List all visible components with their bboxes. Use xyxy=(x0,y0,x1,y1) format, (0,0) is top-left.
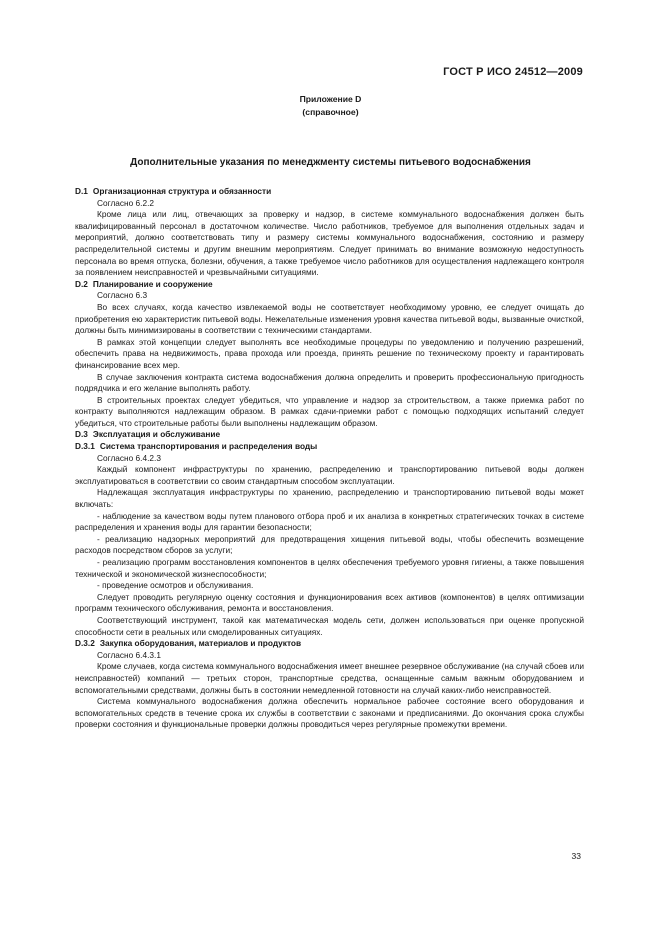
paragraph: Согласно 6.3 xyxy=(97,290,148,301)
section-heading-d3 xyxy=(75,429,584,441)
section-title: Система транспортирования и распределения воды xyxy=(99,441,318,452)
document-body xyxy=(75,186,584,731)
paragraph: Соответствующий инструмент, такой как математическая модель сети, должен использоваться при оценке пропускной способности сети в реальных или смоделированных ситуациях. xyxy=(75,614,584,637)
list-item: - наблюдение за качеством воды путем планового отбора проб и их анализа в конкретных стратегических точках в системе распределения и хранения воды для гарантии безопасности; xyxy=(75,510,584,533)
paragraph: Согласно 6.2.2 xyxy=(97,197,155,208)
list-item: - реализацию программ восстановления компонентов в целях обеспечения требуемого уровня гигиены, а также повышения технической и экономической жизнеспособности; xyxy=(75,557,584,579)
annex-label: Приложение D xyxy=(299,94,362,104)
paragraph: Надлежащая эксплуатация инфраструктуры по хранению, распределению и транспортированию питьевой воды может включать: xyxy=(75,487,584,510)
section-heading-d3-2 xyxy=(75,638,584,650)
paragraph: В рамках этой концепции следует выполнять все необходимые процедуры по уведомлению и получению разрешений, обеспечить права на недвижимость, права прохода или проезда, принять решение по техническому проекту и гарантировать финансирование всех мер. xyxy=(75,336,584,370)
paragraph: Следует проводить регулярную оценку состояния и функционирования всех активов (компонентов) в целях оптимизации программ технического обслуживания, ремонта и восстановления. xyxy=(75,591,584,614)
paragraph: В строительных проектах следует убедиться, что управление и надзор за строительством, а также приемка работ по контракту выполняются надлежащим образом. В рамках сдачи-приемки работ с помощью подходящих испытаний следует убедиться, что строительные работы были выполнены надлежащим образом. xyxy=(75,394,584,428)
section-heading-d1 xyxy=(75,186,584,198)
list-item: - проведение осмотров и обслуживания. xyxy=(97,580,254,591)
annex-label-block xyxy=(0,93,661,119)
section-title: Планирование и сооружение xyxy=(92,278,213,289)
list-item: - реализацию надзорных мероприятий для предотвращения хищения питьевой воды, чтобы обеспечить возмещение расходов посредством сборов за услуги; xyxy=(75,533,584,556)
paragraph: Согласно 6.4.3.1 xyxy=(97,649,161,660)
section-heading-d3-1 xyxy=(75,441,584,453)
paragraph: Во всех случаях, когда качество извлекаемой воды не соответствует необходимому уровню, ее следует очищать до приобретения ею характеристик питьевой воды. Нежелательные изменения уровня качества питьевой воды, вызванные очисткой, должны быть минимизированы в соответствии с техническими стандартами. xyxy=(75,301,584,336)
section-number: D.3 xyxy=(75,429,88,440)
section-number: D.1 xyxy=(75,186,88,196)
paragraph: Кроме лица или лиц, отвечающих за проверку и надзор, в системе коммунального водоснабжения должен быть квалифицированный персонал в достаточном количестве. Число работников, требуемое для выполнения отдельных задач и мероприятий, должно соответствовать типу и размеру системы коммунального водоснабжения, состоянию и размеру распределительной системы и другим внешним мероприятиям. Следует принимать во внимание возможную недоступность персонала во время отпуска, болезни, обучения, а также требуемое число работников для осуществления надлежащего контроля за появлением неисправностей и чрезвычайными ситуациями. xyxy=(75,209,584,278)
paragraph: Кроме случаев, когда система коммунального водоснабжения имеет внешнее резервное обслуживание (на случай сбоев или неисправностей) компаний — третьих сторон, транспортные средства, оснащенные самым важным оборудованием и вспомогательными средствами, должны быть в состоянии немедленной готовности на случай каких-либо неисправностей. xyxy=(75,661,584,695)
paragraph: Согласно 6.4.2.3 xyxy=(97,452,161,463)
section-title: Закупка оборудования, материалов и продуктов xyxy=(99,638,302,649)
standard-number: ГОСТ Р ИСО 24512—2009 xyxy=(443,66,583,78)
paragraph: Система коммунального водоснабжения должна обеспечить нормальное рабочее состояние всего оборудования и вспомогательных средств в течение срока их службы в соответствии с законами и предписаниями. До окончания срока службы проверки состояния и функциональные проверки должны проводиться через регулярные промежутки времени. xyxy=(75,696,584,730)
section-title: Организационная структура и обязанности xyxy=(92,186,272,196)
page-number: 33 xyxy=(571,851,581,861)
annex-type: (справочное) xyxy=(302,107,359,117)
section-title: Эксплуатация и обслуживание xyxy=(92,429,221,440)
section-number: D.2 xyxy=(75,278,88,289)
paragraph: В случае заключения контракта система водоснабжения должна определить и проверить профессиональную пригодность подрядчика и его желание выполнять работу. xyxy=(75,371,584,394)
section-heading-d2 xyxy=(75,279,584,291)
section-number: D.3.1 xyxy=(75,441,95,452)
paragraph: Каждый компонент инфраструктуры по хранению, распределению и транспортированию питьевой воды должен эксплуатироваться в соответствии со своим стандартным способом эксплуатации. xyxy=(75,464,584,486)
section-number: D.3.2 xyxy=(75,638,95,649)
annex-title: Дополнительные указания по менеджменту системы питьевого водоснабжения xyxy=(130,157,531,168)
